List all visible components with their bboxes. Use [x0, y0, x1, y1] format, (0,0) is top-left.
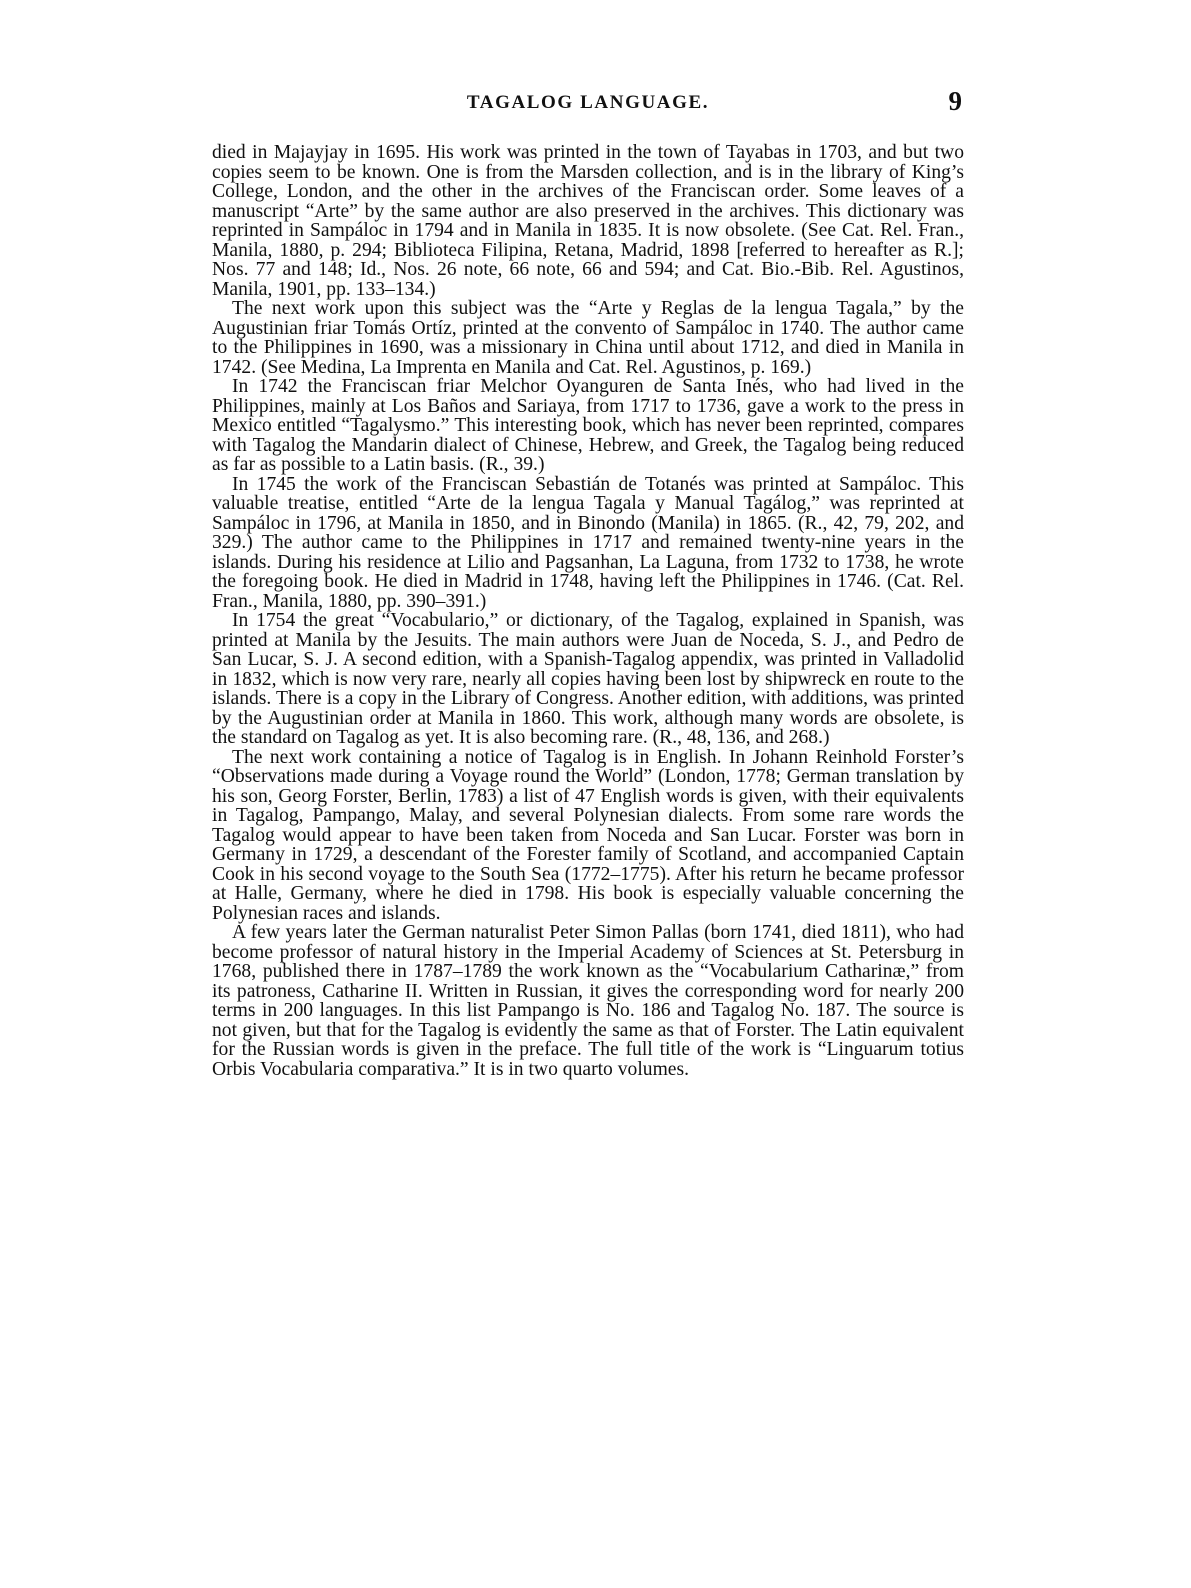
body-text	[212, 143, 964, 1079]
paragraph-oyanguren: In 1742 the Franciscan friar Melchor Oyanguren de Santa Inés, who had lived in the Philippines, mainly at Los Baños and Sariaya, from 1717 to 1736, gave a work to the press in Mexico entitled “Tagalysmo.” This interesting book, which has never been reprinted, compares with Tagalog the Mandarin dialect of Chinese, Hebrew, and Greek, the Tagalog being reduced as far as possible to a Latin basis. (R., 39.)	[212, 376, 964, 475]
page-header	[212, 88, 964, 128]
paragraph-totanes: In 1745 the work of the Franciscan Sebastián de Totanés was printed at Sampáloc. This valuable treatise, entitled “Arte de la lengua Tagala y Manual Tagálog,” was reprinted at Sampáloc in 1796, at Manila in 1850, and in Binondo (Manila) in 1865. (R., 42, 79, 202, and 329.) The author came to the Philippines in 1717 and remained twenty-nine years in the islands. During his residence at Lilio and Pagsanhan, La Laguna, from 1732 to 1738, he wrote the foregoing book. He died in Madrid in 1748, having left the Philippines in 1746. (Cat. Rel. Fran., Manila, 1880, pp. 390–391.)	[212, 473, 964, 612]
paragraph-forster: The next work containing a notice of Tagalog is in English. In Johann Reinhold Forster’s “Observations made during a Voyage round the World” (London, 1778; German translation by his son, Georg Forster, Berlin, 1783) a list of 47 English words is given, with their equivalents in Tagalog, Pampango, Malay, and several Polynesian dialects. From some rare words the Tagalog would appear to have been taken from Noceda and San Lucar. Forster was born in Germany in 1729, a descendant of the Forester family of Scotland, and accompanied Captain Cook in his second voyage to the South Sea (1772–1775). After his return he became professor at Halle, Germany, where he died in 1798. His book is especially valuable concerning the Polynesian races and islands.	[212, 746, 964, 924]
page-number: 9	[948, 86, 962, 116]
paragraph-vocabulario: In 1754 the great “Vocabulario,” or dictionary, of the Tagalog, explained in Spanish, was printed at Manila by the Jesuits. The main authors were Juan de Noceda, S. J., and Pedro de San Lucar, S. J. A second edition, with a Spanish-Tagalog appendix, was printed in Valladolid in 1832, which is now very rare, nearly all copies having been lost by shipwreck en route to the islands. There is a copy in the Library of Congress. Another edition, with additions, was printed by the Augustinian order at Manila in 1860. This work, although many words are obsolete, is the standard on Tagalog as yet. It is also becoming rare. (R., 48, 136, and 268.)	[212, 610, 964, 748]
paragraph-pallas: A few years later the German naturalist Peter Simon Pallas (born 1741, died 1811), who had become professor of natural history in the Imperial Academy of Sciences at St. Petersburg in 1768, published there in 1787–1789 the work known as the “Vocabularium Catharinæ,” from its patroness, Catharine II. Written in Russian, it gives the corresponding word for nearly 200 terms in 200 languages. In this list Pampango is No. 186 and Tagalog No. 187. The source is not given, but that for the Tagalog is evidently the same as that of Forster. The Latin equivalent for the Russian words is given in the preface. The full title of the work is “Linguarum totius Orbis Vocabularia comparativa.” It is in two quarto volumes.	[212, 922, 964, 1080]
running-title: TAGALOG LANGUAGE.	[466, 92, 710, 113]
paragraph-continuation: died in Majayjay in 1695. His work was printed in the town of Tayabas in 1703, and but two copies seem to be known. One is from the Marsden collection, and is in the library of King’s College, London, and the other in the archives of the Franciscan order. Some leaves of a manuscript “Arte” by the same author are also preserved in the archives. This dictionary was reprinted in Sampáloc in 1794 and in Manila in 1835. It is now obsolete. (See Cat. Rel. Fran., Manila, 1880, p. 294; Biblioteca Filipina, Retana, Madrid, 1898 [referred to hereafter as R.]; Nos. 77 and 148; Id., Nos. 26 note, 66 note, 66 and 594; and Cat. Bio.-Bib. Rel. Agustinos, Manila, 1901, pp. 133–134.)	[212, 142, 964, 300]
paragraph-ortiz: The next work upon this subject was the “Arte y Reglas de la lengua Tagala,” by the Augustinian friar Tomás Ortíz, printed at the convento of Sampáloc in 1740. The author came to the Philippines in 1690, was a missionary in China until about 1712, and died in Manila in 1742. (See Medina, La Imprenta en Manila and Cat. Rel. Agustinos, p. 169.)	[212, 298, 964, 378]
